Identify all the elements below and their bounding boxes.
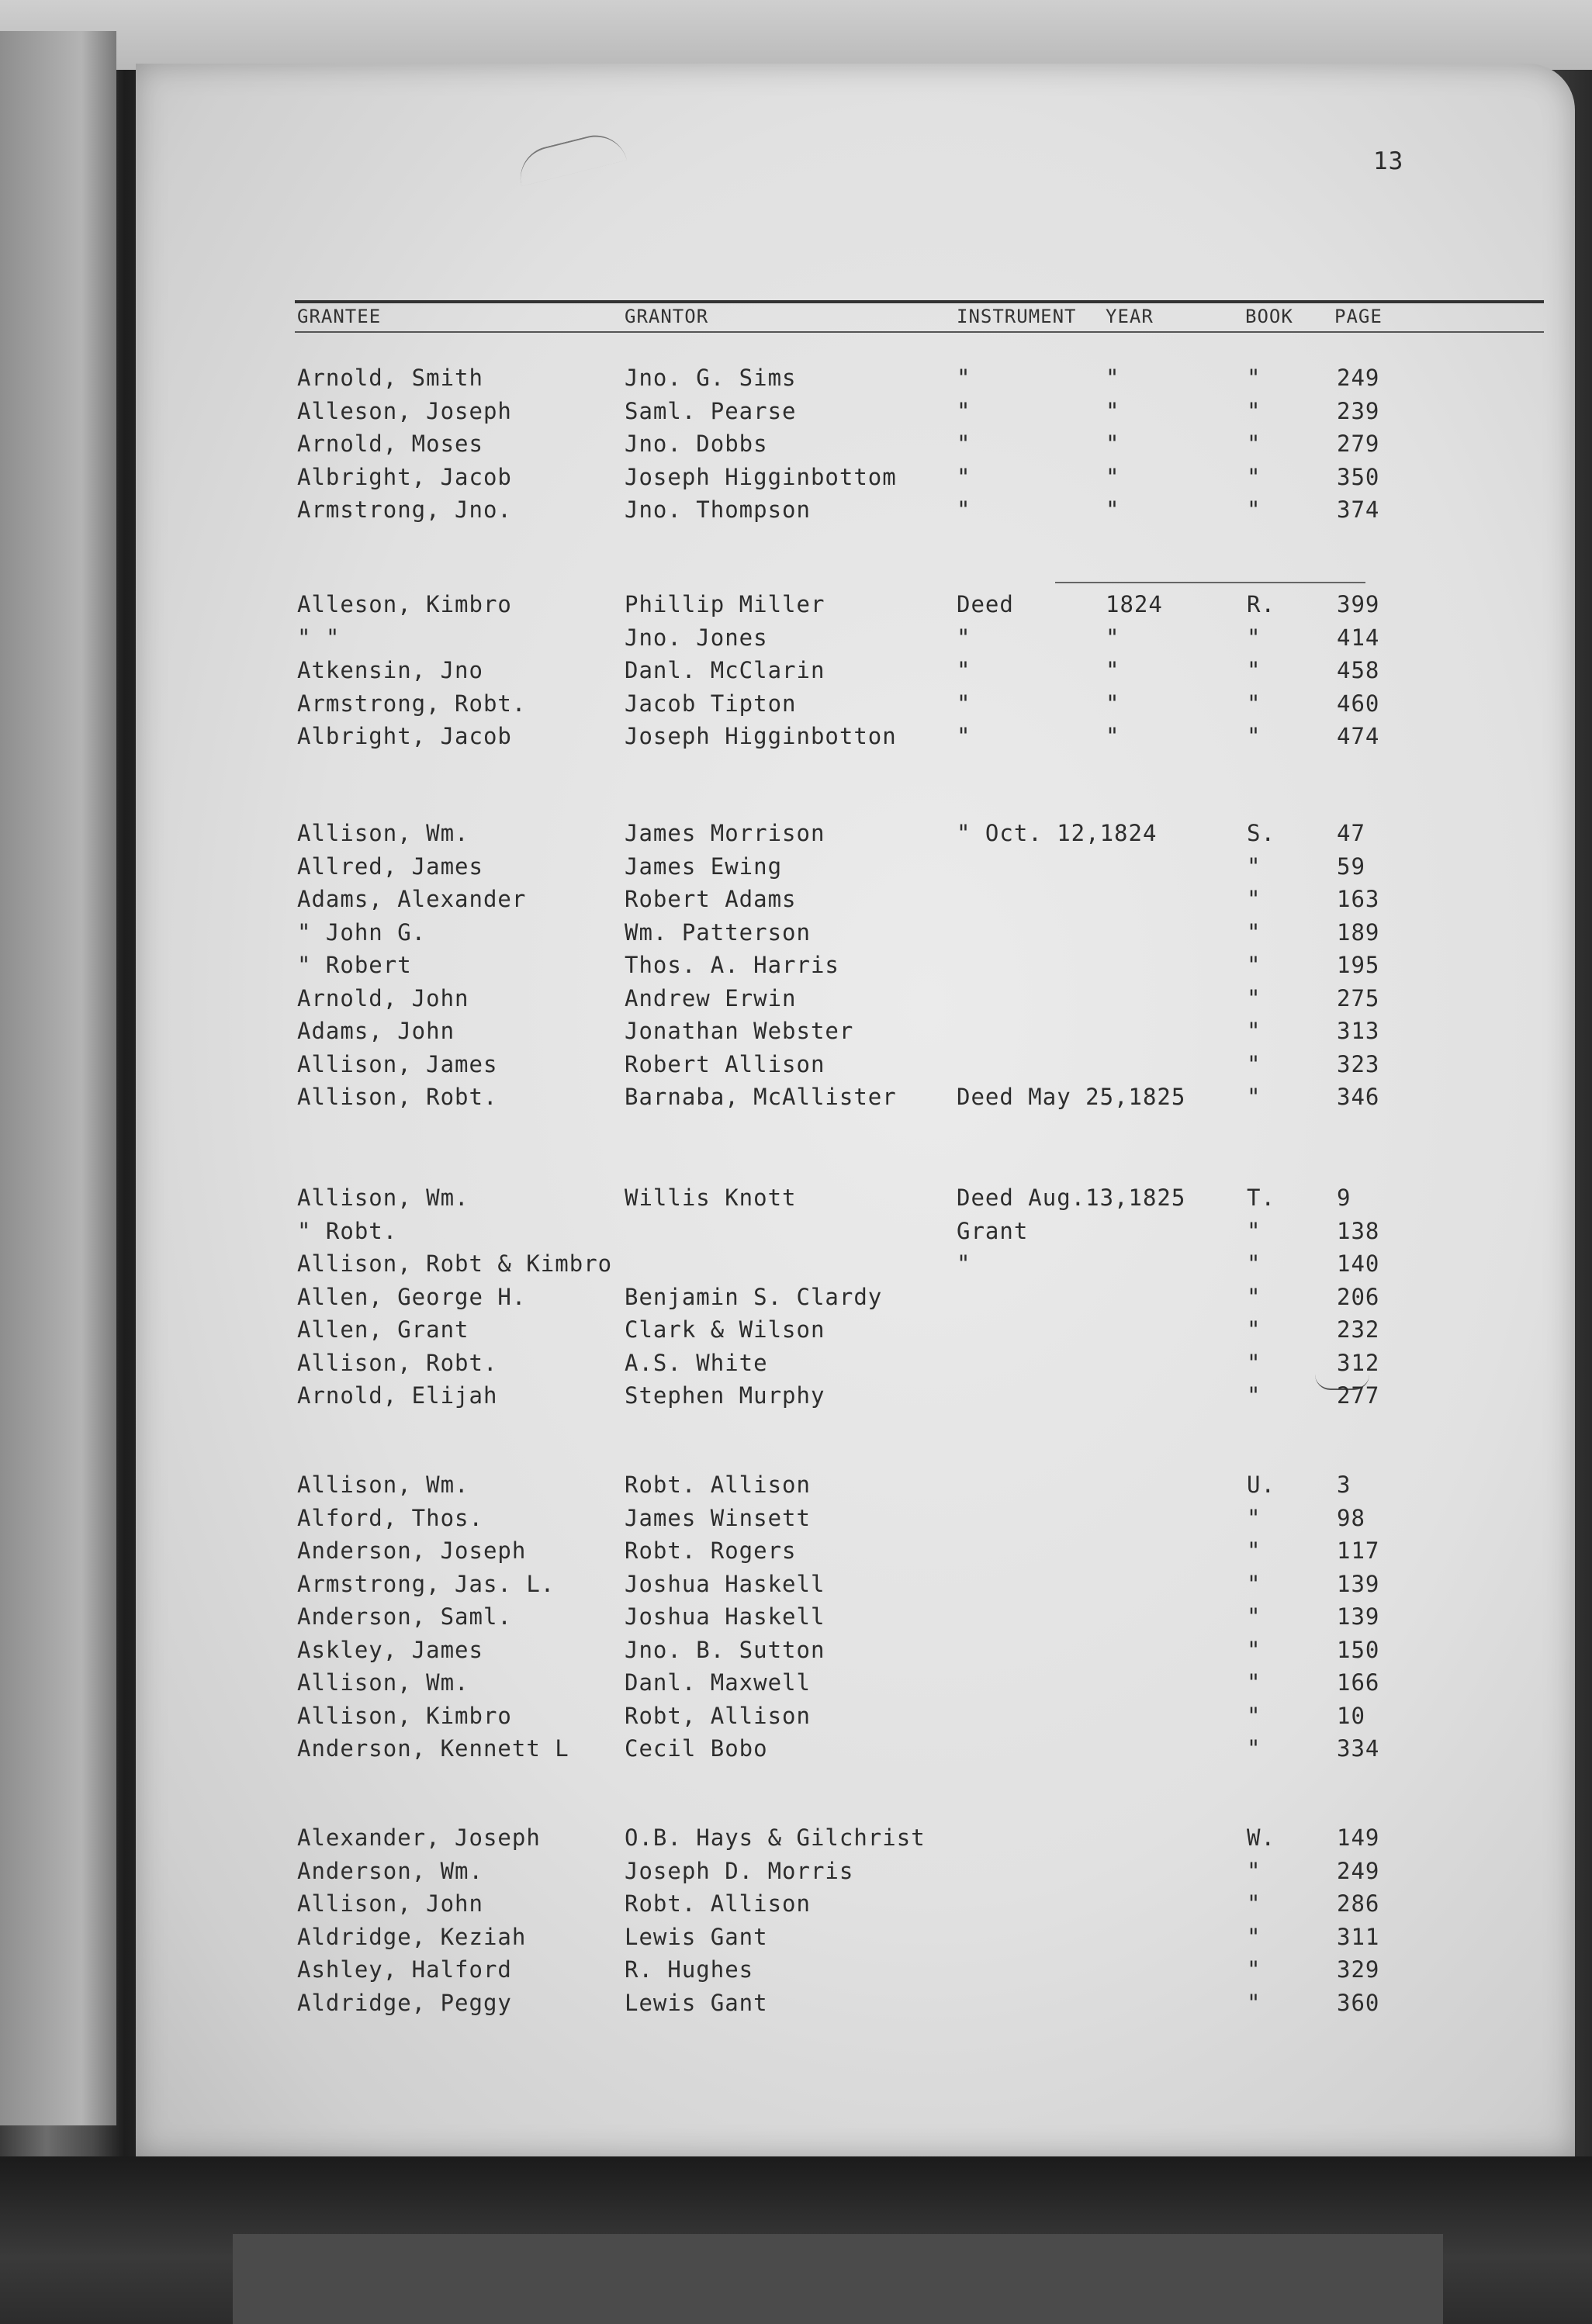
cell-grantee: Armstrong, Jas. L. <box>297 1570 555 1597</box>
cell-page: 374 <box>1337 496 1380 523</box>
cell-grantee: Allen, George H. <box>297 1283 527 1310</box>
cell-page: 414 <box>1337 624 1380 651</box>
cell-grantee: Armstrong, Jno. <box>297 496 512 523</box>
cell-grantee: Allison, James <box>297 1050 498 1077</box>
index-row <box>136 1184 1575 1217</box>
cell-grantee: Anderson, Saml. <box>297 1603 512 1630</box>
cell-grantee: Allison, Robt. <box>297 1349 498 1376</box>
header-page: PAGE <box>1334 306 1383 327</box>
cell-year: " <box>1106 365 1120 391</box>
index-row <box>136 952 1575 984</box>
cell-book: S. <box>1247 820 1275 846</box>
cell-grantor: Danl. McClarin <box>625 657 825 683</box>
index-row <box>136 985 1575 1018</box>
cell-grantor: Stephen Murphy <box>625 1382 825 1409</box>
cell-grantor: Joshua Haskell <box>625 1603 825 1630</box>
index-row <box>136 1084 1575 1116</box>
cell-book: " <box>1247 690 1261 717</box>
cell-grantor: James Ewing <box>625 852 783 880</box>
cell-page: 458 <box>1337 657 1380 683</box>
cell-book: " <box>1247 1382 1261 1409</box>
index-row <box>136 365 1575 397</box>
cell-grantor: Cecil Bobo <box>625 1735 768 1762</box>
index-row <box>136 1472 1575 1504</box>
cell-book: " <box>1247 1316 1261 1343</box>
cell-instrument: Deed <box>957 591 1014 617</box>
cell-grantor: Danl. Maxwell <box>625 1669 811 1696</box>
index-row <box>136 1890 1575 1923</box>
cell-book: " <box>1247 365 1261 391</box>
cell-book: " <box>1247 1923 1261 1950</box>
cell-page: 59 <box>1337 852 1365 880</box>
cell-book: " <box>1247 1857 1261 1884</box>
cell-instrument: " Oct. 12,1824 <box>957 820 1158 846</box>
index-row <box>136 624 1575 657</box>
cell-year: 1824 <box>1106 591 1163 617</box>
cell-book: " <box>1247 1217 1261 1244</box>
cell-grantee: Arnold, John <box>297 984 469 1012</box>
cell-grantee: Anderson, Kennett L <box>297 1735 569 1762</box>
cell-instrument: " <box>957 624 971 651</box>
cell-book: " <box>1247 496 1261 523</box>
cell-grantee: Anderson, Joseph <box>297 1537 527 1564</box>
cell-instrument: " <box>957 397 971 424</box>
cell-book: " <box>1247 1989 1261 2016</box>
cell-grantor: Robt. Allison <box>625 1890 811 1917</box>
index-row <box>136 431 1575 463</box>
header-book: BOOK <box>1245 306 1293 327</box>
cell-year: " <box>1106 496 1120 523</box>
index-row <box>136 1603 1575 1636</box>
header-year: YEAR <box>1106 306 1154 327</box>
cell-grantee: Alexander, Joseph <box>297 1824 541 1851</box>
cell-page: 312 <box>1337 1349 1380 1376</box>
cell-grantor: Robt, Allison <box>625 1702 811 1729</box>
index-row <box>136 723 1575 756</box>
index-page <box>136 64 1575 2156</box>
index-row <box>136 657 1575 690</box>
cell-page: 163 <box>1337 886 1380 912</box>
cell-grantee: " John G. <box>297 918 427 946</box>
cell-grantee: Allison, Kimbro <box>297 1702 512 1729</box>
cell-book: " <box>1247 1956 1261 1983</box>
cell-grantee: Arnold, Smith <box>297 365 483 391</box>
cell-instrument: Deed Aug.13,1825 <box>957 1184 1186 1211</box>
cell-book: " <box>1247 1504 1261 1531</box>
page-number: 13 <box>1373 147 1404 175</box>
cell-page: 279 <box>1337 431 1380 457</box>
cell-instrument: " <box>957 723 971 749</box>
cell-grantee: Alleson, Joseph <box>297 397 512 424</box>
cell-grantor: Jno. Jones <box>625 624 768 651</box>
pencil-underline <box>1055 582 1365 583</box>
index-row <box>136 1669 1575 1702</box>
cell-page: 9 <box>1337 1184 1351 1211</box>
cell-page: 346 <box>1337 1084 1380 1110</box>
index-row <box>136 1218 1575 1250</box>
cell-page: 166 <box>1337 1669 1380 1696</box>
index-row <box>136 919 1575 952</box>
index-row <box>136 1735 1575 1768</box>
index-row <box>136 1956 1575 1989</box>
cell-year: " <box>1106 431 1120 457</box>
cell-page: 139 <box>1337 1570 1380 1597</box>
cell-page: 149 <box>1337 1824 1380 1851</box>
cell-book: " <box>1247 918 1261 946</box>
cell-page: 98 <box>1337 1504 1365 1531</box>
cell-instrument: " <box>957 431 971 457</box>
cell-book: " <box>1247 1349 1261 1376</box>
cell-grantee: Albright, Jacob <box>297 723 512 749</box>
index-row <box>136 886 1575 918</box>
cell-grantor: Benjamin S. Clardy <box>625 1283 883 1310</box>
cell-book: " <box>1247 397 1261 424</box>
cell-book: " <box>1247 952 1261 978</box>
cell-book: " <box>1247 1636 1261 1663</box>
cell-book: " <box>1247 723 1261 749</box>
cell-grantee: Aldridge, Keziah <box>297 1923 527 1950</box>
cell-grantee: Adams, John <box>297 1018 455 1044</box>
cell-grantee: Albright, Jacob <box>297 463 512 490</box>
index-row <box>136 1571 1575 1603</box>
cell-grantor: James Winsett <box>625 1504 811 1531</box>
cell-page: 311 <box>1337 1923 1380 1950</box>
index-row <box>136 398 1575 431</box>
cell-book: " <box>1247 1702 1261 1729</box>
cell-grantee: Anderson, Wm. <box>297 1857 483 1884</box>
cell-grantee: Allen, Grant <box>297 1316 469 1343</box>
cell-page: 474 <box>1337 723 1380 749</box>
cell-grantee: Allison, John <box>297 1890 483 1917</box>
cell-page: 117 <box>1337 1537 1380 1564</box>
cell-instrument: Grant <box>957 1217 1029 1244</box>
cell-grantor: Robt. Rogers <box>625 1537 797 1564</box>
pencil-mark <box>514 129 627 187</box>
index-row <box>136 1637 1575 1669</box>
cell-page: 249 <box>1337 1857 1380 1884</box>
cell-grantee: Allred, James <box>297 852 483 880</box>
cell-page: 277 <box>1337 1382 1380 1409</box>
cell-grantor: Joseph Higginbotton <box>625 723 897 749</box>
cell-grantor: Saml. Pearse <box>625 397 797 424</box>
cell-grantee: Allison, Wm. <box>297 820 469 846</box>
header-rule <box>295 300 1544 303</box>
cell-book: " <box>1247 1250 1261 1277</box>
cell-book: " <box>1247 852 1261 880</box>
header-grantee: GRANTEE <box>297 306 382 327</box>
index-row <box>136 1505 1575 1537</box>
cell-year: " <box>1106 723 1120 749</box>
cell-instrument: " <box>957 463 971 490</box>
top-edge <box>0 0 1592 70</box>
cell-grantor: James Morrison <box>625 820 825 846</box>
cell-book: " <box>1247 1084 1261 1110</box>
cell-grantor: Willis Knott <box>625 1184 797 1211</box>
cell-page: 3 <box>1337 1472 1351 1498</box>
cell-book: R. <box>1247 591 1275 617</box>
index-row <box>136 591 1575 624</box>
cell-year: " <box>1106 657 1120 683</box>
index-row <box>136 1924 1575 1956</box>
cell-grantor: O.B. Hays & Gilchrist <box>625 1824 926 1851</box>
index-row <box>136 1284 1575 1316</box>
cell-grantee: Alleson, Kimbro <box>297 591 512 617</box>
cell-page: 286 <box>1337 1890 1380 1917</box>
cell-page: 460 <box>1337 690 1380 717</box>
index-row <box>136 690 1575 723</box>
cell-page: 150 <box>1337 1636 1380 1663</box>
cell-page: 10 <box>1337 1702 1365 1729</box>
bottom-shadow <box>233 2234 1443 2324</box>
cell-instrument: Deed May 25,1825 <box>957 1084 1186 1110</box>
cell-page: 323 <box>1337 1050 1380 1077</box>
cell-grantor: Wm. Patterson <box>625 918 811 946</box>
index-row <box>136 1990 1575 2022</box>
cell-page: 195 <box>1337 952 1380 978</box>
cell-grantee: " Robert <box>297 952 412 978</box>
index-row <box>136 1537 1575 1570</box>
index-row <box>136 820 1575 852</box>
cell-grantor: Robert Adams <box>625 886 797 912</box>
cell-grantee: Atkensin, Jno <box>297 657 483 683</box>
cell-grantee: " " <box>297 624 341 651</box>
cell-page: 329 <box>1337 1956 1380 1983</box>
cell-grantor: Robt. Allison <box>625 1472 811 1498</box>
cell-grantor: Jacob Tipton <box>625 690 797 717</box>
index-row <box>136 1250 1575 1283</box>
header-grantor: GRANTOR <box>625 306 709 327</box>
cell-grantee: Alford, Thos. <box>297 1504 483 1531</box>
cell-grantee: Arnold, Moses <box>297 431 483 457</box>
cell-page: 232 <box>1337 1316 1380 1343</box>
index-row <box>136 853 1575 886</box>
cell-grantor: Thos. A. Harris <box>625 952 839 978</box>
cell-page: 189 <box>1337 918 1380 946</box>
cell-instrument: " <box>957 496 971 523</box>
cell-instrument: " <box>957 690 971 717</box>
cell-instrument: " <box>957 1250 971 1277</box>
cell-grantor: Jno. Dobbs <box>625 431 768 457</box>
cell-book: " <box>1247 1570 1261 1597</box>
cell-book: " <box>1247 1603 1261 1630</box>
cell-book: " <box>1247 1050 1261 1077</box>
cell-grantee: Arnold, Elijah <box>297 1382 498 1409</box>
cell-page: 399 <box>1337 591 1380 617</box>
cell-grantor: Jno. B. Sutton <box>625 1636 825 1663</box>
cell-page: 47 <box>1337 820 1365 846</box>
index-row <box>136 1824 1575 1857</box>
cell-book: " <box>1247 886 1261 912</box>
cell-book: " <box>1247 984 1261 1012</box>
cell-book: " <box>1247 1537 1261 1564</box>
cell-book: W. <box>1247 1824 1275 1851</box>
cell-page: 138 <box>1337 1217 1380 1244</box>
cell-grantor: Lewis Gant <box>625 1923 768 1950</box>
cell-grantee: Adams, Alexander <box>297 886 527 912</box>
cell-grantor: Jno. G. Sims <box>625 365 797 391</box>
cell-grantee: " Robt. <box>297 1217 398 1244</box>
cell-book: " <box>1247 1018 1261 1044</box>
cell-book: " <box>1247 1735 1261 1762</box>
cell-book: " <box>1247 1890 1261 1917</box>
cell-grantee: Allison, Wm. <box>297 1472 469 1498</box>
cell-grantor: Robert Allison <box>625 1050 825 1077</box>
index-row <box>136 1316 1575 1349</box>
index-row <box>136 1051 1575 1084</box>
cell-page: 139 <box>1337 1603 1380 1630</box>
header-rule-lower <box>295 331 1544 333</box>
cell-year: " <box>1106 463 1120 490</box>
cell-grantor: R. Hughes <box>625 1956 754 1983</box>
cell-grantor: Jonathan Webster <box>625 1018 854 1044</box>
cell-page: 249 <box>1337 365 1380 391</box>
cell-page: 360 <box>1337 1989 1380 2016</box>
cell-year: " <box>1106 624 1120 651</box>
cell-grantor: Jno. Thompson <box>625 496 811 523</box>
cell-grantor: Joseph Higginbottom <box>625 463 897 490</box>
cell-grantee: Askley, James <box>297 1636 483 1663</box>
index-row <box>136 464 1575 496</box>
cell-book: " <box>1247 657 1261 683</box>
cell-page: 140 <box>1337 1250 1380 1277</box>
cell-instrument: " <box>957 365 971 391</box>
cell-grantor: Andrew Erwin <box>625 984 797 1012</box>
cell-grantor: Clark & Wilson <box>625 1316 825 1343</box>
cell-grantee: Ashley, Halford <box>297 1956 512 1983</box>
cell-grantee: Allison, Wm. <box>297 1669 469 1696</box>
cell-grantor: A.S. White <box>625 1349 768 1376</box>
cell-grantor: Joseph D. Morris <box>625 1857 854 1884</box>
cell-grantee: Allison, Wm. <box>297 1184 469 1211</box>
cell-book: " <box>1247 431 1261 457</box>
header-instrument: INSTRUMENT <box>957 306 1077 327</box>
cell-grantee: Armstrong, Robt. <box>297 690 527 717</box>
cell-grantee: Allison, Robt. <box>297 1084 498 1110</box>
cell-grantor: Lewis Gant <box>625 1989 768 2016</box>
cell-page: 206 <box>1337 1283 1380 1310</box>
index-row <box>136 1350 1575 1382</box>
cell-page: 275 <box>1337 984 1380 1012</box>
cell-book: U. <box>1247 1472 1275 1498</box>
cell-page: 239 <box>1337 397 1380 424</box>
cell-book: " <box>1247 624 1261 651</box>
cell-instrument: " <box>957 657 971 683</box>
cell-page: 350 <box>1337 463 1380 490</box>
index-row <box>136 1382 1575 1415</box>
cell-grantee: Aldridge, Peggy <box>297 1989 512 2016</box>
cell-grantor: Phillip Miller <box>625 591 825 617</box>
index-row <box>136 496 1575 529</box>
cell-year: " <box>1106 690 1120 717</box>
adjacent-page <box>0 31 116 2125</box>
cell-book: " <box>1247 463 1261 490</box>
cell-page: 334 <box>1337 1735 1380 1762</box>
index-row <box>136 1018 1575 1050</box>
cell-book: " <box>1247 1669 1261 1696</box>
cell-grantor: Joshua Haskell <box>625 1570 825 1597</box>
cell-book: T. <box>1247 1184 1275 1211</box>
cell-page: 313 <box>1337 1018 1380 1044</box>
index-row <box>136 1703 1575 1735</box>
cell-grantee: Allison, Robt & Kimbro <box>297 1250 613 1277</box>
index-row <box>136 1858 1575 1890</box>
cell-book: " <box>1247 1283 1261 1310</box>
cell-grantor: Barnaba, McAllister <box>625 1084 897 1110</box>
cell-year: " <box>1106 397 1120 424</box>
